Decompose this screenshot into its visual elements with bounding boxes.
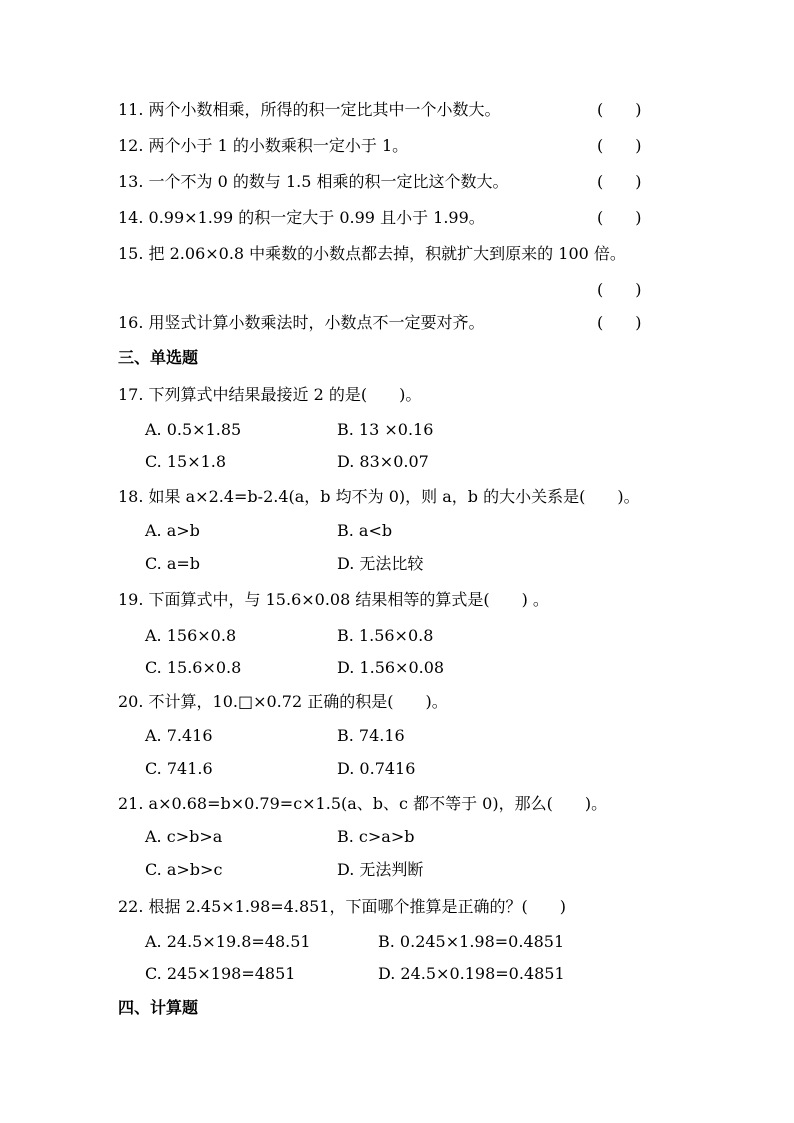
option-20-d: D. 0.7416 [337, 759, 416, 778]
answer-paren-15: ( ) [597, 280, 642, 299]
option-21-c: C. a>b>c [145, 860, 223, 879]
answer-paren-11: ( ) [597, 100, 642, 119]
question-14: 14. 0.99×1.99 的积一定大于 0.99 且小于 1.99。 [118, 208, 485, 227]
question-13: 13. 一个不为 0 的数与 1.5 相乘的积一定比这个数大。 [118, 172, 509, 191]
option-20-c: C. 741.6 [145, 759, 213, 778]
option-22-b: B. 0.245×1.98=0.4851 [378, 932, 565, 951]
answer-paren-16: ( ) [597, 313, 642, 332]
option-20-b: B. 74.16 [337, 726, 405, 745]
option-21-b: B. c>a>b [337, 827, 415, 846]
option-17-d: D. 83×0.07 [337, 452, 429, 471]
option-22-c: C. 245×198=4851 [145, 964, 296, 983]
option-17-a: A. 0.5×1.85 [145, 420, 242, 439]
option-18-c: C. a=b [145, 554, 201, 573]
question-15: 15. 把 2.06×0.8 中乘数的小数点都去掉，积就扩大到原来的 100 倍。 [118, 244, 626, 263]
option-20-a: A. 7.416 [145, 726, 213, 745]
option-19-c: C. 15.6×0.8 [145, 658, 242, 677]
option-17-c: C. 15×1.8 [145, 452, 227, 471]
question-18: 18. 如果 a×2.4=b-2.4(a，b 均不为 0)，则 a，b 的大小关系是( )。 [118, 487, 640, 506]
option-17-b: B. 13 ×0.16 [337, 420, 434, 439]
option-18-b: B. a<b [337, 521, 393, 540]
question-19: 19. 下面算式中，与 15.6×0.08 结果相等的算式是( ) 。 [118, 590, 549, 609]
option-18-a: A. a>b [145, 521, 200, 540]
question-20: 20. 不计算，10.□×0.72 正确的积是( )。 [118, 692, 448, 711]
question-17: 17. 下列算式中结果最接近 2 的是( )。 [118, 385, 422, 404]
question-16: 16. 用竖式计算小数乘法时，小数点不一定要对齐。 [118, 313, 485, 332]
option-18-d: D. 无法比较 [337, 554, 424, 573]
section-heading-calculation: 四、计算题 [118, 998, 199, 1017]
question-21: 21. a×0.68=b×0.79=c×1.5(a、b、c 都不等于 0)，那么( )。 [118, 794, 608, 813]
option-21-d: D. 无法判断 [337, 860, 424, 879]
answer-paren-12: ( ) [597, 136, 642, 155]
option-22-d: D. 24.5×0.198=0.4851 [378, 964, 565, 983]
question-22: 22. 根据 2.45×1.98=4.851，下面哪个推算是正确的？( ) [118, 897, 566, 916]
option-19-a: A. 156×0.8 [145, 626, 237, 645]
answer-paren-13: ( ) [597, 172, 642, 191]
section-heading-single-choice: 三、单选题 [118, 348, 199, 367]
answer-paren-14: ( ) [597, 208, 642, 227]
question-12: 12. 两个小于 1 的小数乘积一定小于 1。 [118, 136, 409, 155]
option-22-a: A. 24.5×19.8=48.51 [145, 932, 311, 951]
option-19-b: B. 1.56×0.8 [337, 626, 434, 645]
option-21-a: A. c>b>a [145, 827, 223, 846]
question-11: 11. 两个小数相乘，所得的积一定比其中一个小数大。 [118, 100, 501, 119]
option-19-d: D. 1.56×0.08 [337, 658, 445, 677]
